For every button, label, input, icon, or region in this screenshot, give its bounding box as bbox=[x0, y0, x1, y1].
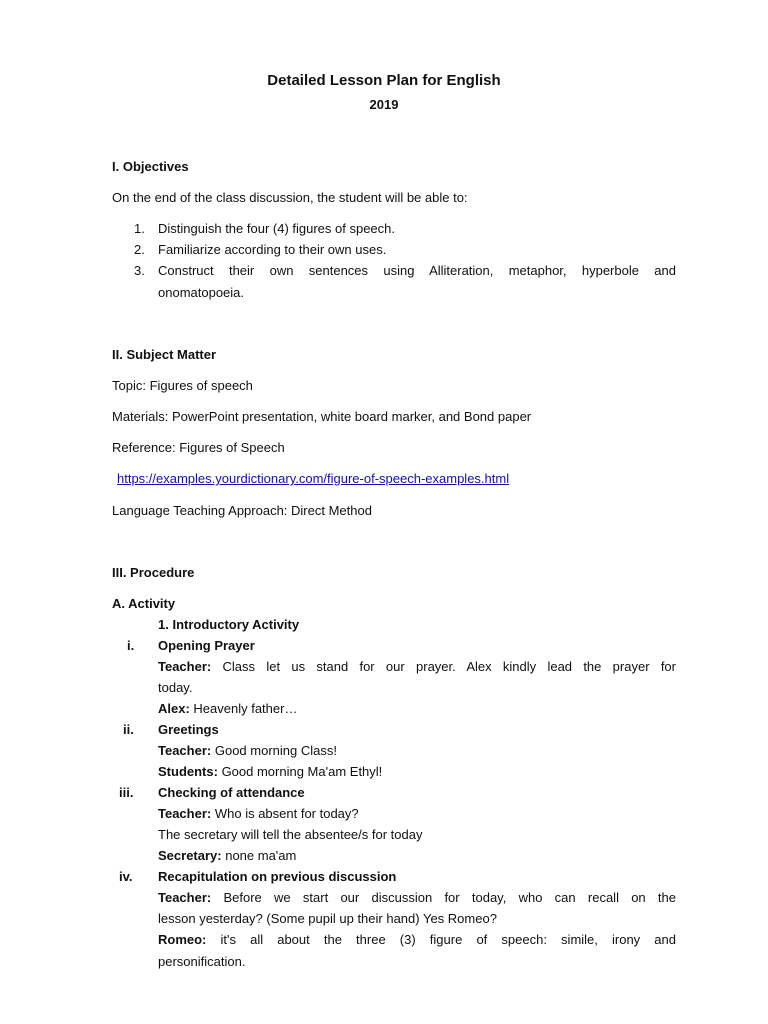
activity-heading: A. Activity bbox=[112, 596, 176, 611]
dialogue-text: none ma'am bbox=[221, 848, 297, 863]
dialogue-line bbox=[158, 932, 676, 948]
dialogue-line bbox=[158, 701, 297, 717]
dialogue-line bbox=[158, 848, 296, 864]
objective-number: 2. bbox=[134, 242, 145, 257]
objectives-heading: I. Objectives bbox=[112, 159, 189, 174]
dialogue-text: Heavenly father… bbox=[189, 701, 298, 716]
subject-materials: Materials: PowerPoint presentation, white board marker, and Bond paper bbox=[112, 409, 532, 424]
section-roman: ii. bbox=[123, 722, 134, 737]
subject-topic: Topic: Figures of speech bbox=[112, 378, 253, 393]
dialogue-text: Good morning Ma'am Ethyl! bbox=[217, 764, 383, 779]
dialogue-line: today. bbox=[158, 680, 193, 695]
dialogue-line bbox=[158, 890, 676, 906]
dialogue-text: it's all about the three (3) figure of speech: simile, irony and bbox=[206, 932, 676, 947]
objective-number: 3. bbox=[134, 263, 145, 278]
reference-link[interactable]: https://examples.yourdictionary.com/figure-of-speech-examples.html bbox=[117, 471, 510, 486]
dialogue-text: Before we start our discussion for today, who can recall on the bbox=[211, 890, 676, 905]
dialogue-text: Good morning Class! bbox=[211, 743, 337, 758]
speaker-label: Teacher: bbox=[158, 890, 212, 905]
speaker-label: Students: bbox=[158, 764, 218, 779]
speaker-label: Alex: bbox=[158, 701, 190, 716]
doc-year: 2019 bbox=[369, 97, 399, 112]
dialogue-line bbox=[158, 659, 676, 675]
objective-item: Familiarize according to their own uses. bbox=[158, 242, 387, 257]
subject-reference: Reference: Figures of Speech bbox=[112, 440, 285, 455]
section-roman: i. bbox=[127, 638, 135, 653]
subject-approach: Language Teaching Approach: Direct Method bbox=[112, 503, 372, 518]
objectives-intro: On the end of the class discussion, the student will be able to: bbox=[112, 190, 468, 205]
section-title: Recapitulation on previous discussion bbox=[158, 869, 397, 884]
procedure-heading: III. Procedure bbox=[112, 565, 195, 580]
dialogue-text: Who is absent for today? bbox=[211, 806, 359, 821]
objective-item-continued: onomatopoeia. bbox=[158, 285, 245, 300]
section-title: Greetings bbox=[158, 722, 219, 737]
section-roman: iv. bbox=[119, 869, 133, 884]
subject-heading: II. Subject Matter bbox=[112, 347, 217, 362]
objective-item: Distinguish the four (4) figures of speech. bbox=[158, 221, 396, 236]
objective-number: 1. bbox=[134, 221, 145, 236]
dialogue-line: lesson yesterday? (Some pupil up their hand) Yes Romeo? bbox=[158, 911, 497, 926]
speaker-label: Teacher: bbox=[158, 806, 212, 821]
section-roman: iii. bbox=[119, 785, 134, 800]
speaker-label: Romeo: bbox=[158, 932, 207, 947]
intro-activity-heading: 1. Introductory Activity bbox=[158, 617, 300, 632]
section-title: Checking of attendance bbox=[158, 785, 305, 800]
speaker-label: Secretary: bbox=[158, 848, 222, 863]
doc-title: Detailed Lesson Plan for English bbox=[267, 72, 501, 89]
objective-item: Construct their own sentences using Alliteration, metaphor, hyperbole and bbox=[158, 263, 676, 278]
dialogue-line bbox=[158, 806, 359, 822]
dialogue-text: Class let us stand for our prayer. Alex kindly lead the prayer for bbox=[211, 659, 676, 674]
section-title: Opening Prayer bbox=[158, 638, 255, 653]
speaker-label: Teacher: bbox=[158, 743, 212, 758]
dialogue-line: The secretary will tell the absentee/s for today bbox=[158, 827, 423, 842]
dialogue-line bbox=[158, 764, 382, 780]
dialogue-line bbox=[158, 743, 337, 759]
dialogue-line: personification. bbox=[158, 954, 246, 969]
speaker-label: Teacher: bbox=[158, 659, 212, 674]
